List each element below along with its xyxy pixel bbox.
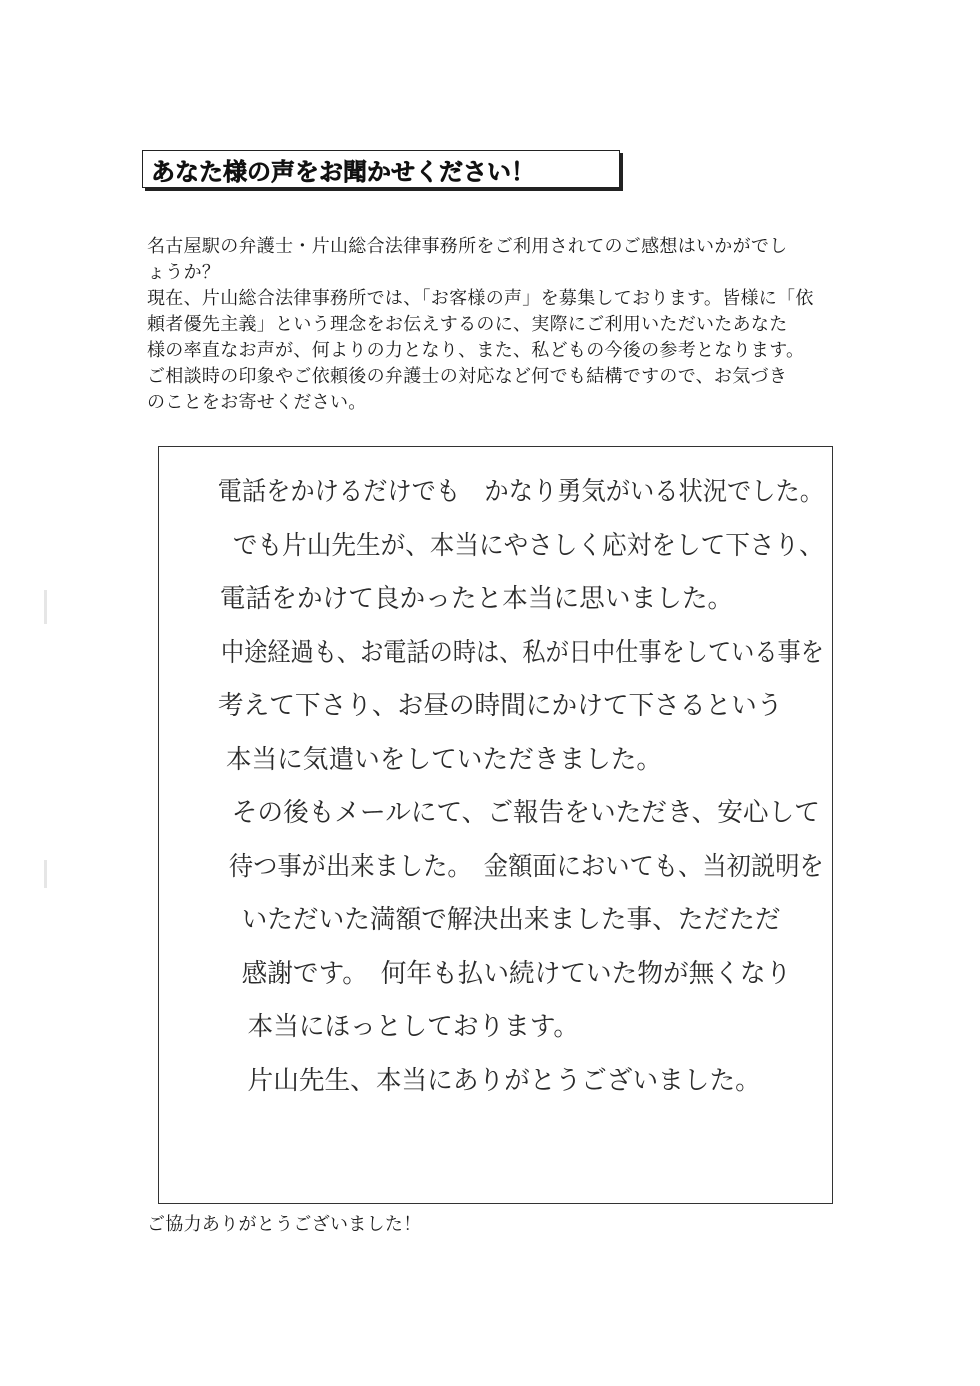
testimonial-line: 本当にほっとしております。 [247, 1012, 580, 1042]
page-title: あなた様の声をお聞かせください！ [151, 157, 535, 186]
testimonial-line: いただいた満額で解決出来ました事、ただただ [241, 905, 781, 935]
testimonial-line: 電話をかけるだけでも かなり勇気がいる状況でした。 [217, 477, 825, 507]
intro-line: ご相談時の印象やご依頼後の弁護士の対応など何でも結構ですので、お気づき [147, 366, 788, 387]
testimonial-line: 感謝です。 何年も払い続けていた物が無くなり [241, 958, 792, 989]
intro-paragraph [147, 234, 847, 416]
scan-edge-mark [44, 590, 47, 624]
testimonial-line: その後もメールにて、ご報告をいただき、安心して [231, 798, 820, 828]
testimonial-line: 片山先生、本当にありがとうございました。 [247, 1065, 761, 1096]
testimonial-line: 本当に気遣いをしていただきました。 [225, 744, 663, 775]
testimonial-line: 考えて下さり、お昼の時間にかけて下さるという [217, 691, 783, 721]
testimonial-line: 待つ事が出来ました。 金額面においても、当初説明を [228, 851, 824, 882]
testimonial-line: 電話をかけて良かったと本当に思いました。 [219, 584, 734, 614]
handwritten-testimonial [212, 466, 832, 1108]
title-box [142, 150, 620, 188]
intro-line: 頼者優先主義」という理念をお伝えするのに、実際にご利用いただいたあなた [147, 314, 788, 335]
intro-line: 名古屋駅の弁護士・片山総合法律事務所をご利用されてのご感想はいかがでし [147, 236, 788, 257]
testimonial-line: 中途経過も、お電話の時は、私が日中仕事をしている事を [220, 637, 824, 668]
intro-line: 現在、片山総合法律事務所では、「お客様の声」を募集しております。皆様に「依 [147, 288, 814, 309]
closing-thanks: ご協力ありがとうございました！ [147, 1214, 422, 1235]
intro-line: ょうか？ [147, 262, 221, 283]
testimonial-line: でも片山先生が、本当にやさしく応対をして下さり、 [232, 530, 824, 561]
scan-edge-mark [44, 860, 47, 888]
intro-line: のことをお寄せください。 [147, 392, 367, 413]
intro-line: 様の率直なお声が、何よりの力となり、また、私どもの今後の参考となります。 [147, 340, 805, 361]
